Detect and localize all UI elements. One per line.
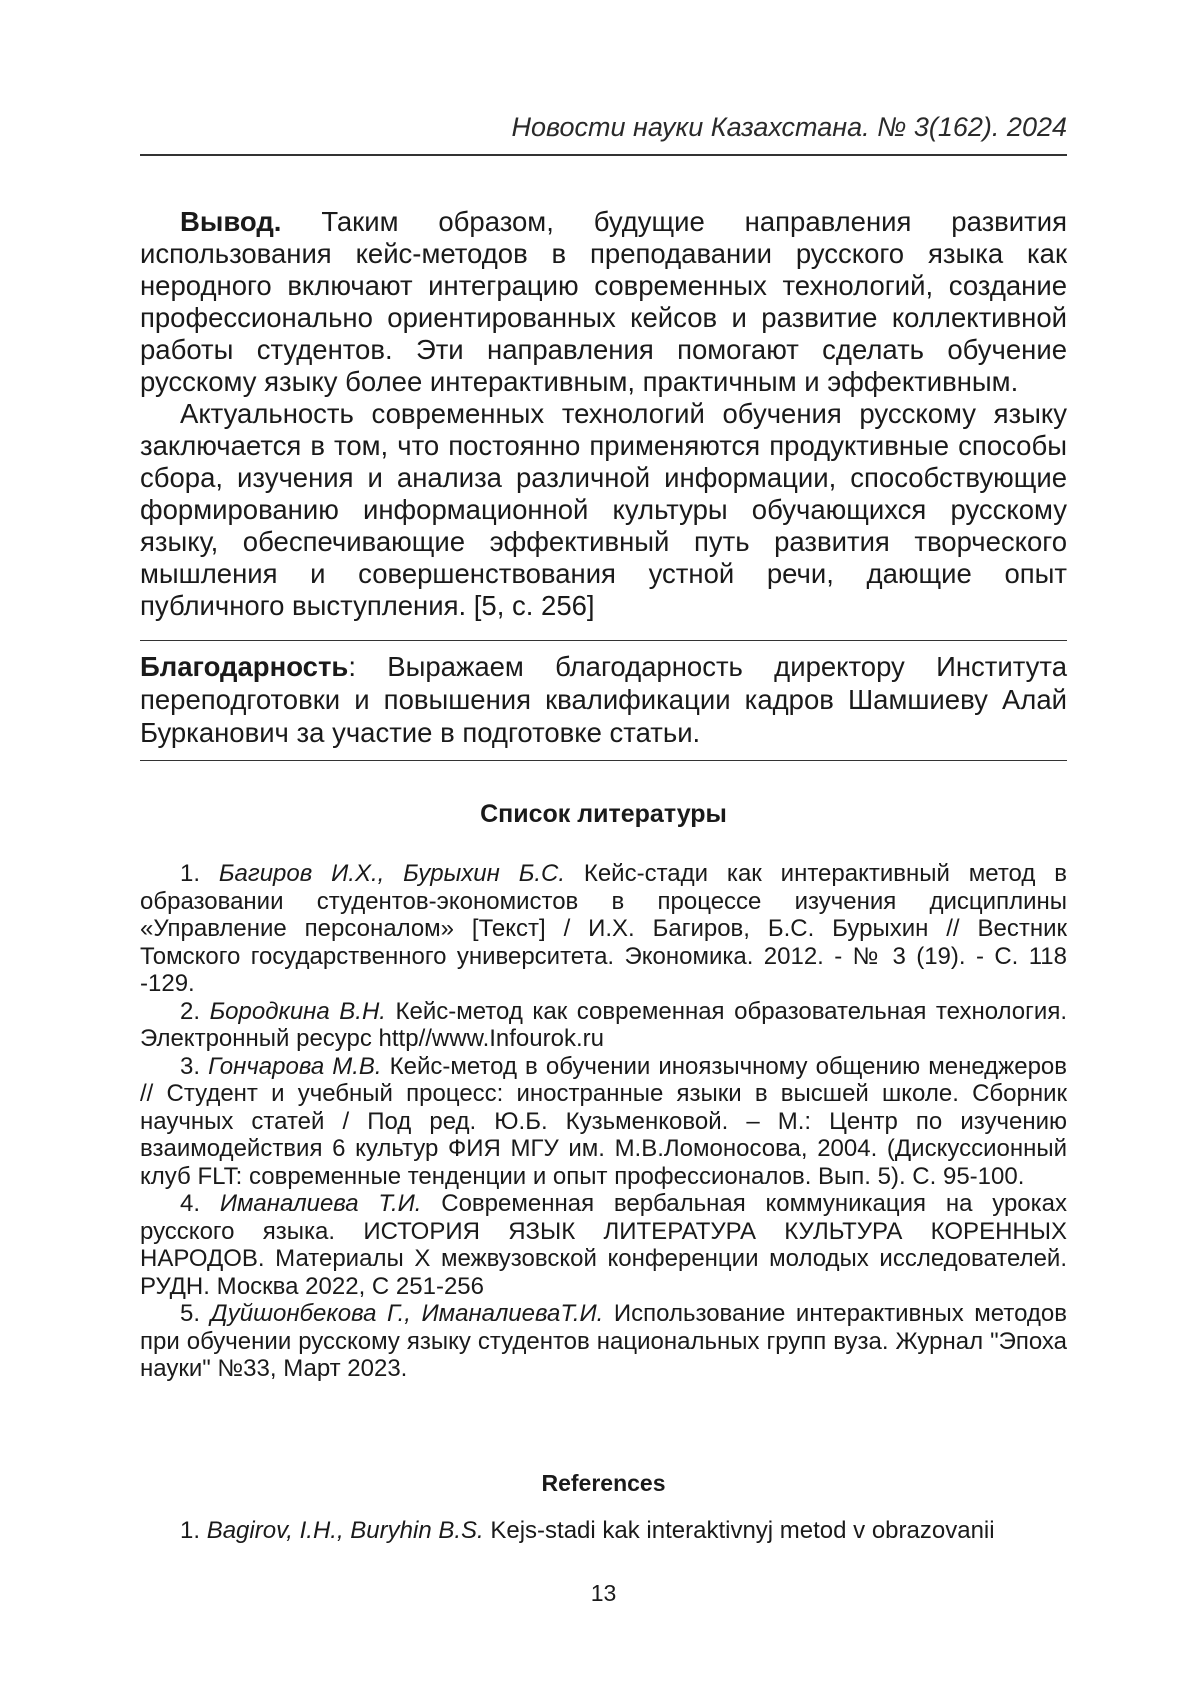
references-item-number: 1. <box>180 1517 207 1544</box>
literature-item <box>140 998 1067 1053</box>
literature-item <box>140 1053 1067 1191</box>
literature-item-authors: Бородкина В.Н. <box>209 997 386 1025</box>
literature-item-details: Использование интерактивных методов при обучении русскому языку студентов национальных групп вуза. Журнал "Эпоха науки" №33, Март 2023. <box>140 1300 1067 1382</box>
references-item-details: Kejs-stadi kak interaktivnyj metod v obrazovanii <box>483 1517 995 1544</box>
literature-item-number: 3. <box>180 1052 209 1080</box>
relevance-paragraph: Актуальность современных технологий обучения русскому языку заключается в том, что постоянно применяются продуктивные способы сбора, изучения и анализа различной информации, способствующие формированию информационной культуры обучающихся русскому языку, обеспечивающие эффективный путь развития творческого мышления и совершенствования устной речи, дающие опыт публичного выступления. [5, с. 256] <box>140 398 1067 621</box>
literature-item-authors: Гончарова М.В. <box>208 1052 382 1080</box>
header-divider <box>140 154 1067 156</box>
references-item-authors: Bagirov, I.H., Buryhin B.S. <box>206 1517 484 1544</box>
references-heading: References <box>541 1470 666 1496</box>
conclusion-paragraph <box>140 206 1067 398</box>
acknowledgment-top-divider <box>140 640 1067 641</box>
literature-item-number: 4. <box>180 1190 220 1217</box>
acknowledgment-bottom-divider <box>140 760 1067 761</box>
acknowledgment-label: Благодарность <box>140 651 349 682</box>
running-head: Новости науки Казахстана. № 3(162). 2024 <box>511 112 1067 142</box>
literature-heading: Список литературы <box>480 800 727 828</box>
conclusion-text: Таким образом, будущие направления развития использования кейс-методов в преподавании русского языка как неродного включают интеграцию современных технологий, создание профессионально ориентированных кейсов и развитие коллективной работы студентов. Эти направления помогают сделать обучение русскому языку более интерактивным, практичным и эффективным. <box>140 206 1067 397</box>
acknowledgment-text: : Выражаем благодарность директору Института переподготовки и повышения квалификации кадров Шамшиеву Алай Бурканович за участие в подготовке статьи. <box>140 651 1067 748</box>
page-number: 13 <box>590 1580 617 1606</box>
literature-item <box>140 1190 1067 1300</box>
literature-item-authors: Багиров И.Х., Бурыхин Б.С. <box>218 860 565 887</box>
conclusion-label: Вывод. <box>180 206 282 237</box>
literature-item-details: Кейс-метод как современная образовательная технология. Электронный ресурс http//www.Infourok.ru <box>140 997 1067 1052</box>
literature-item-details: Современная вербальная коммуникация на уроках русского языка. ИСТОРИЯ ЯЗЫК ЛИТЕРАТУРА КУЛЬТУРА КОРЕННЫХ НАРОДОВ. Материалы X межвузовской конференции молодых исследователей. РУДН. Москва 2022, С 251-256 <box>140 1190 1068 1300</box>
literature-item-details: Кейс-стади как интерактивный метод в образовании студентов-экономистов в процессе изучения дисциплины «Управление персоналом» [Текст] / И.Х. Багиров, Б.С. Бурыхин // Вестник Томского государственного университета. Экономика. 2012. - № 3 (19). - С. 118 -129. <box>140 860 1067 997</box>
literature-item <box>140 1300 1067 1383</box>
literature-item-number: 1. <box>180 860 219 887</box>
body-section <box>140 206 1067 622</box>
literature-item-number: 5. <box>180 1300 211 1327</box>
literature-item-details: Кейс-метод в обучении иноязычному общению менеджеров // Студент и учебный процесс: иностранные языки в высшей школе. Сборник научных статей / Под ред. Ю.Б. Кузьменковой. – М.: Центр по изучению взаимодействия 6 культур ФИЯ МГУ им. М.В.Ломоносова, 2004. (Дискуссионный клуб FLT: современные тенденции и опыт профессионалов. Вып. 5). С. 95-100. <box>140 1052 1068 1190</box>
acknowledgment-paragraph <box>140 650 1067 749</box>
literature-item-authors: Иманалиева Т.И. <box>219 1190 422 1217</box>
references-item <box>140 1517 1067 1544</box>
literature-item-authors: Дуйшонбекова Г., ИманалиеваТ.И. <box>210 1300 604 1327</box>
literature-item <box>140 860 1067 998</box>
literature-item-number: 2. <box>180 997 210 1025</box>
literature-list <box>140 860 1067 1383</box>
references-list <box>140 1517 1067 1544</box>
